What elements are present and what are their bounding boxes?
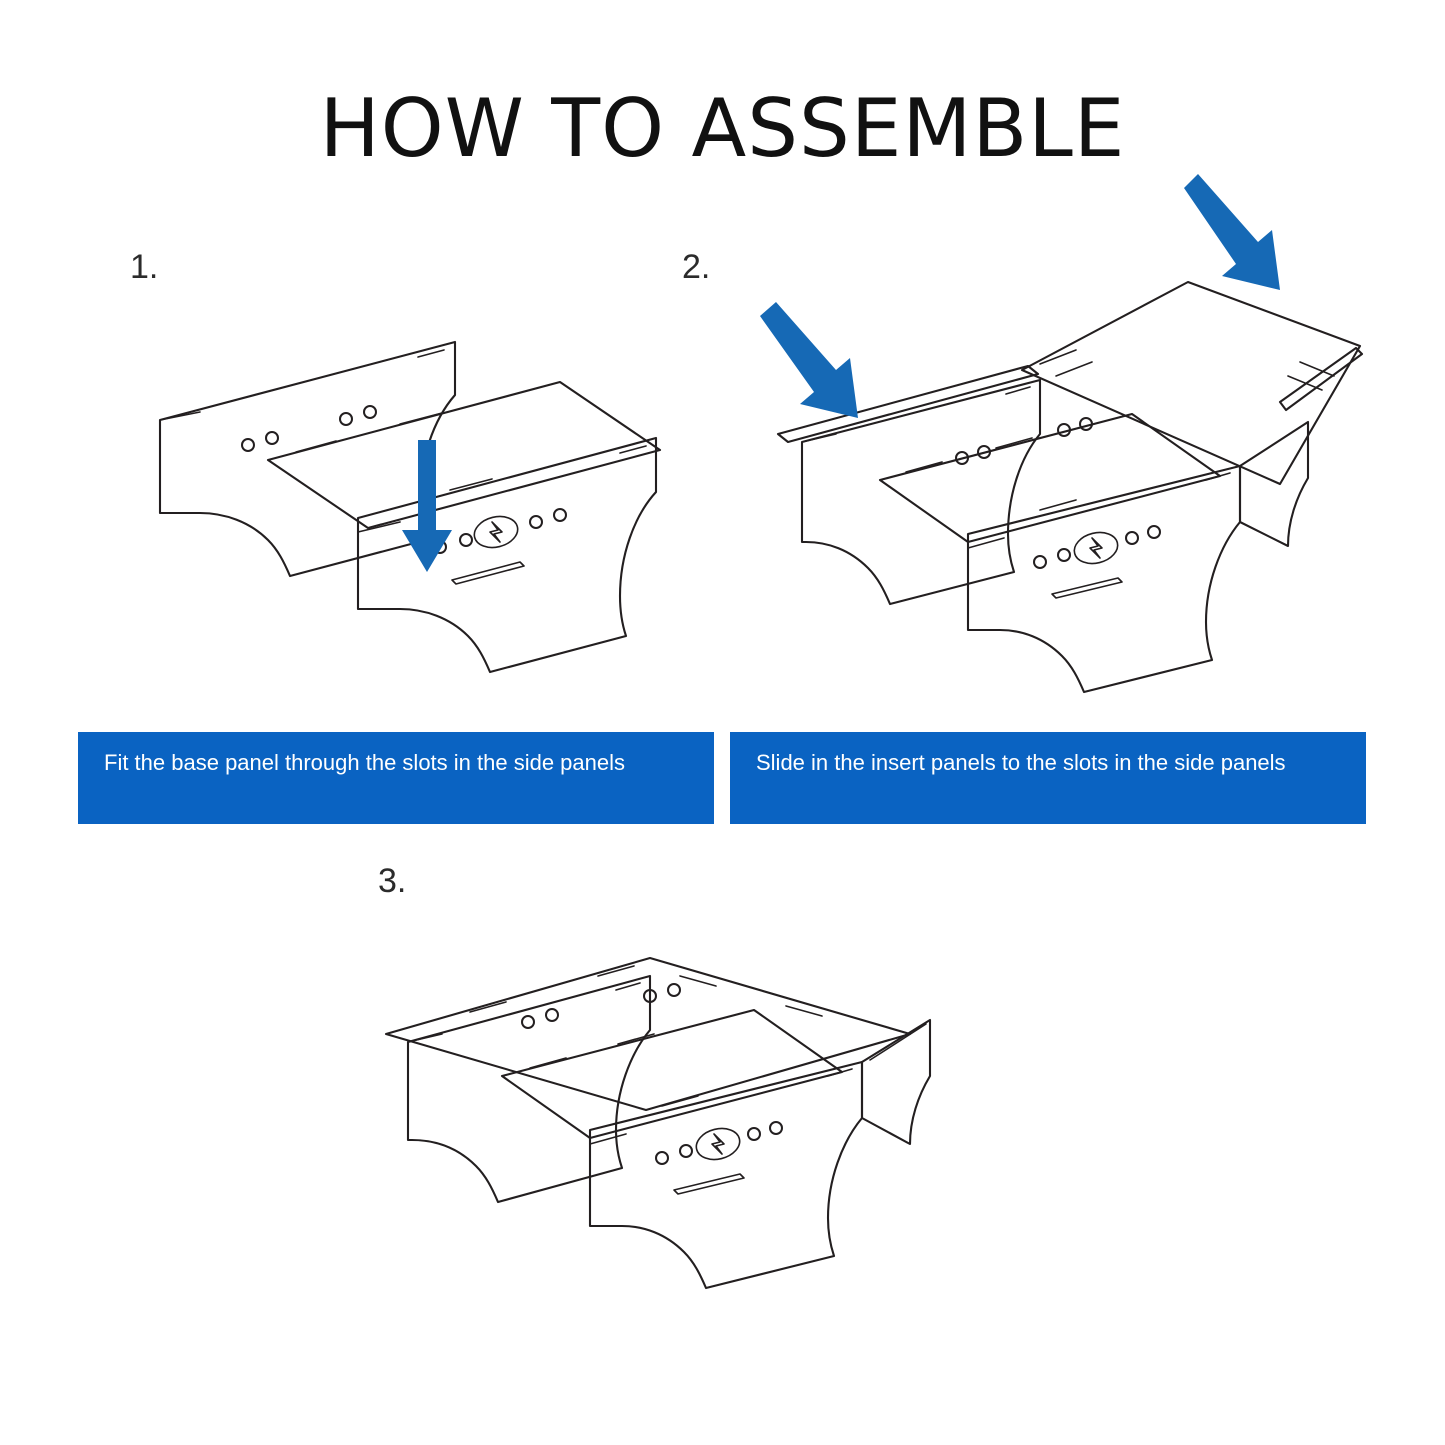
right-side-panel — [1240, 422, 1308, 546]
front-side-panel — [358, 438, 656, 672]
diagonal-arrow-icon-left — [760, 302, 858, 418]
top-insert-panel — [1022, 282, 1360, 484]
base-panel — [880, 414, 1220, 542]
front-side-panel — [968, 466, 1240, 692]
step-2-number: 2. — [682, 248, 711, 286]
assembly-step-1-illustration — [100, 300, 740, 720]
front-side-panel — [590, 1062, 862, 1288]
lightning-emblem-icon — [471, 512, 521, 552]
lightning-emblem-icon — [693, 1124, 743, 1164]
diagonal-arrow-icon-right — [1184, 174, 1280, 290]
step-1-caption: Fit the base panel through the slots in the side panels — [78, 732, 714, 824]
lightning-emblem-icon — [1071, 528, 1121, 568]
assembly-step-3-illustration — [350, 910, 1070, 1380]
back-panel-holes — [242, 406, 376, 451]
step-3-number: 3. — [378, 862, 407, 900]
assembly-step-2-illustration — [740, 190, 1400, 720]
base-panel — [268, 382, 660, 528]
step-1-number: 1. — [130, 248, 159, 286]
step-2-caption: Slide in the insert panels to the slots in the side panels — [730, 732, 1366, 824]
page-title: HOW TO ASSEMBLE — [319, 82, 1126, 175]
left-side-panel — [408, 976, 650, 1202]
right-insert-edge — [1280, 348, 1362, 410]
base-panel — [502, 1010, 842, 1138]
